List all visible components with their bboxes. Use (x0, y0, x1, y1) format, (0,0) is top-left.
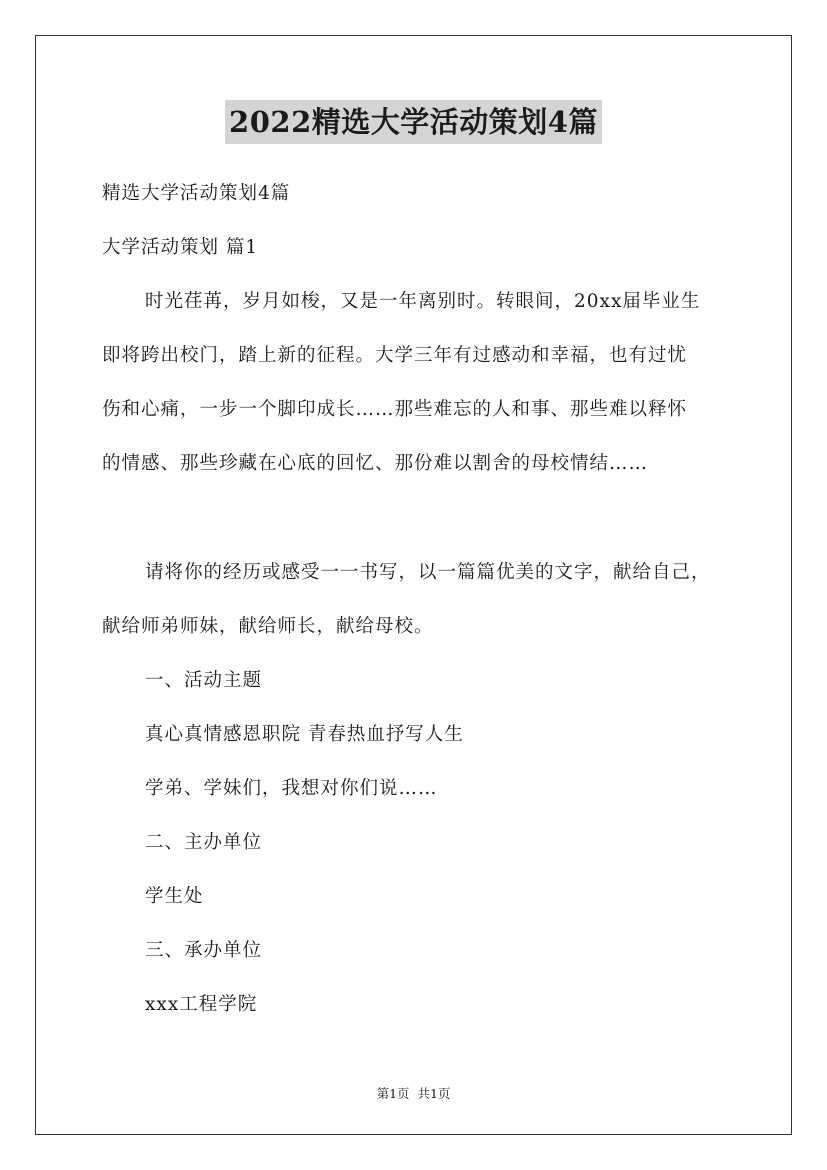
theme-text: 真心真情感恩职院 青春热血抒写人生 (145, 724, 464, 745)
theme-heading: 一、活动主题 (145, 670, 263, 691)
undertaker-text: xxx工程学院 (145, 994, 258, 1015)
page-number-footer: 第1页 共1页 (376, 1086, 451, 1101)
document-title: 2022精选大学活动策划4篇 (225, 100, 602, 144)
paragraph1-line4: 的情感、那些珍藏在心底的回忆、那份难以割舍的母校情结…… (102, 453, 649, 474)
paragraph1-line3: 伤和心痛，一步一个脚印成长……那些难忘的人和事、那些难以释怀 (102, 399, 688, 420)
document-subtitle: 精选大学活动策划4篇 (102, 183, 291, 204)
paragraph2-line1: 请将你的经历或感受一一书写，以一篇篇优美的文字，献给自己， (145, 562, 711, 583)
organizer-text: 学生处 (145, 886, 204, 907)
title-container (0, 100, 827, 144)
theme-subtext: 学弟、学妹们，我想对你们说…… (145, 778, 438, 799)
section-heading: 大学活动策划 篇1 (102, 237, 259, 258)
organizer-heading: 二、主办单位 (145, 832, 263, 853)
undertaker-heading: 三、承办单位 (145, 940, 263, 961)
paragraph1-line1: 时光荏苒，岁月如梭，又是一年离别时。转眼间，20xx届毕业生 (145, 291, 701, 312)
paragraph1-line2: 即将跨出校门，踏上新的征程。大学三年有过感动和幸福，也有过忧 (102, 345, 688, 366)
paragraph2-line2: 献给师弟师妹，献给师长，献给母校。 (102, 616, 434, 637)
